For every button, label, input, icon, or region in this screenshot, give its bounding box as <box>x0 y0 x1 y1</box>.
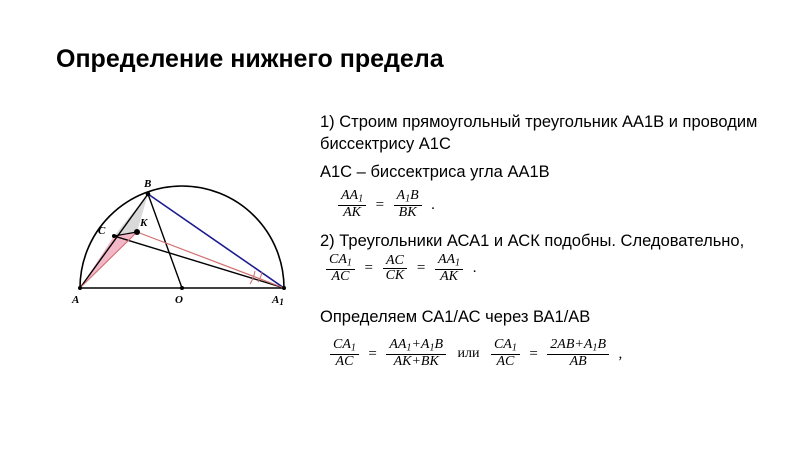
formula-1-right-den: BK <box>398 205 417 221</box>
paragraph-step-2 <box>320 231 782 285</box>
formula-1 <box>320 189 782 221</box>
formula-1-period: . <box>431 196 435 213</box>
formula-2-t1-num: $CA_1$ <box>326 253 355 270</box>
page-title: Определение нижнего предела <box>56 45 444 73</box>
point-a <box>78 286 82 290</box>
formula-2-t1 <box>326 253 355 285</box>
formula-3-comma: , <box>618 345 623 362</box>
formula-2-t2-num: AC <box>383 254 408 270</box>
label-o: O <box>175 294 183 306</box>
formula-2-equals-2: = <box>416 259 426 276</box>
formula-3 <box>320 338 782 370</box>
formula-3-left-num: $CA_1$ <box>330 338 359 355</box>
formula-3-right2-den: AB <box>569 354 587 370</box>
paragraph-step-2-text: 2) Треугольники АСА1 и АСК подобны. Следовательно, <box>320 232 745 251</box>
formula-3-right-den: AK+BK <box>393 354 439 370</box>
formula-2-equals-1: = <box>364 259 373 276</box>
formula-2-t3-num: $AA_1$ <box>435 253 463 270</box>
formula-2-t2 <box>383 254 408 284</box>
formula-1-left-num: $AA_1$ <box>338 189 366 206</box>
formula-1-left <box>338 189 366 221</box>
point-o <box>180 286 184 290</box>
formula-1-right <box>394 189 422 221</box>
formula-2-t3-den: AK <box>440 268 458 284</box>
formula-2 <box>326 253 481 285</box>
formula-3-left <box>330 338 359 370</box>
formula-2-t1-den: AC <box>331 268 350 284</box>
label-a1: A1 <box>272 294 284 307</box>
paragraph-bisector: А1С – биссектриса угла АА1В <box>320 162 550 181</box>
formula-3-left2-den: AC <box>496 354 515 370</box>
formula-2-t3 <box>435 253 463 285</box>
semicircle-arc <box>80 186 284 288</box>
formula-3-or: или <box>457 346 480 362</box>
geometry-figure <box>62 170 312 320</box>
formula-3-equals-2: = <box>529 345 538 362</box>
formula-3-right <box>386 338 446 370</box>
formula-3-right-num: $AA_1+A_1B$ <box>386 338 446 355</box>
formula-3-right2-num: $2AB+A_1B$ <box>547 338 609 355</box>
point-b <box>146 192 151 197</box>
formula-1-left-den: AK <box>343 205 362 221</box>
point-c <box>112 234 116 238</box>
formula-3-left2-num: $CA_1$ <box>491 338 520 355</box>
geometry-svg <box>62 170 312 320</box>
formula-1-equals: = <box>375 196 385 213</box>
label-c: C <box>98 225 106 237</box>
formula-2-t2-den: CK <box>385 268 405 284</box>
label-a: A <box>72 294 80 306</box>
label-b: B <box>144 178 152 190</box>
point-k <box>134 229 140 235</box>
content-column <box>320 112 782 380</box>
formula-3-equals-1: = <box>368 345 377 362</box>
formula-3-right2 <box>547 338 609 370</box>
label-k: K <box>140 217 148 229</box>
formula-3-left-den: AC <box>335 354 354 370</box>
formula-1-right-num: $A_1B$ <box>394 189 422 206</box>
paragraph-determine: Определяем СА1/АС через ВА1/АВ <box>320 307 591 326</box>
point-a1 <box>282 286 286 290</box>
formula-2-period: . <box>472 259 477 276</box>
paragraph-step-1: 1) Строим прямоугольный треугольник АА1В и проводим биссектрису А1С <box>320 113 758 153</box>
formula-3-left2 <box>491 338 520 370</box>
